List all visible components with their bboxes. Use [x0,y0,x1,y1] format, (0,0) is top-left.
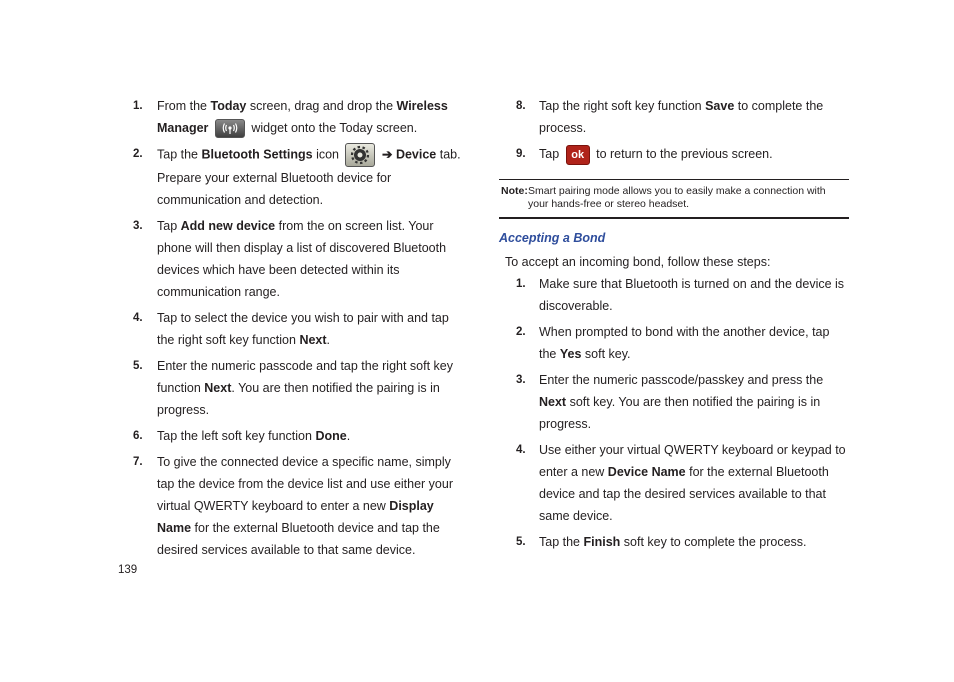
step-text: Enter the numeric passcode and tap the right soft key function [157,359,454,395]
wireless-manager-icon [215,119,245,138]
ui-term: Done [315,429,347,443]
ui-term: Bluetooth Settings [201,147,313,162]
arrow-icon: ➔ [381,147,393,162]
ui-term: Add new device [180,219,276,233]
step-text: When prompted to bond with the another device, tap the [539,325,830,361]
step-text: Tap [539,147,563,161]
step-text: for the external Bluetooth device and tap the desired services available to that same device. [157,521,440,557]
step-number: 7. [133,456,143,468]
step-text: screen, drag and drop the [246,99,397,113]
step-text: icon [312,147,343,162]
section-heading: Accepting a Bond [499,231,606,245]
step-text: widget onto the Today screen. [251,121,418,135]
step-text: soft key to complete the process. [620,535,807,549]
ui-term: Display Name [157,499,434,535]
step-number: 1. [133,100,143,112]
ui-term: Wireless Manager [157,99,448,135]
note-label: Note: [501,185,528,197]
note-box [499,179,849,219]
step-text: Make sure that Bluetooth is turned on and the device is discoverable. [539,277,845,313]
step-5 [133,355,469,421]
ui-term: Next [204,381,232,395]
step-6 [133,425,469,447]
bond-step-4 [499,439,849,527]
step-4 [133,307,469,351]
step-text: Tap the [157,147,202,162]
right-column [499,95,849,557]
step-text: Tap the right soft key function [539,99,706,113]
bond-step-3 [499,369,849,435]
step-text: Tap [157,219,181,233]
step-9 [499,143,849,165]
ui-term: Device [395,147,437,162]
ui-term: Finish [583,535,621,549]
ui-term: Save [705,99,735,113]
note-text: Smart pairing mode allows you to easily make a connection with your hands-free or stereo headset. [528,185,826,210]
step-number: 9. [516,148,526,160]
ui-term: Device Name [607,465,686,479]
ui-term: Yes [559,347,582,361]
step-text: To give the connected device a specific name, simply tap the device from the device list and use either your virtual QWERTY keyboard to enter a new [157,455,453,513]
step-1 [133,95,469,139]
step-7 [133,451,469,561]
step-text: From the [157,99,211,113]
step-text: tab. Prepare your external Bluetooth device for communication and detection. [157,147,461,207]
page-number: 139 [118,564,138,576]
step-number: 4. [516,444,526,456]
step-text: to return to the previous screen. [596,147,773,161]
step-number: 2. [133,148,143,160]
step-number: 2. [516,326,526,338]
ui-term: Next [299,333,327,347]
step-text: to complete the process. [539,99,824,135]
ui-term: Today [210,99,247,113]
step-number: 3. [133,220,143,232]
ok-button-icon: ok [566,145,590,165]
step-text: soft key. [581,347,631,361]
step-text: . [346,429,351,443]
step-text: for the external Bluetooth device and tap the desired services available to that same device. [539,465,829,523]
step-text: Tap to select the device you wish to pair with and tap the right soft key function [157,311,449,347]
bond-step-5 [499,531,849,553]
ui-term: Next [539,395,567,409]
step-text: Tap the left soft key function [157,429,316,443]
step-2 [133,143,469,211]
step-number: 3. [516,374,526,386]
step-text: soft key. You are then notified the pairing is in progress. [539,395,821,431]
step-text: from the on screen list. Your phone will then display a list of discovered Bluetooth devices which have been detected within its communication range. [157,219,447,299]
bluetooth-settings-icon [345,143,375,167]
step-number: 8. [516,100,526,112]
step-text: . [326,333,331,347]
bond-step-1 [499,273,849,317]
left-column [133,95,469,565]
step-8 [499,95,849,139]
step-number: 6. [133,430,143,442]
step-text: . You are then notified the pairing is in progress. [157,381,440,417]
step-number: 4. [133,312,143,324]
step-text: Use either your virtual QWERTY keyboard or keypad to enter a new [539,443,846,479]
step-text: Enter the numeric passcode/passkey and press the [539,373,824,387]
step-number: 1. [516,278,526,290]
bond-step-2 [499,321,849,365]
step-text: Tap the [539,535,584,549]
section-intro: To accept an incoming bond, follow these steps: [505,255,771,269]
step-number: 5. [516,536,526,548]
step-number: 5. [133,360,143,372]
step-3 [133,215,469,303]
